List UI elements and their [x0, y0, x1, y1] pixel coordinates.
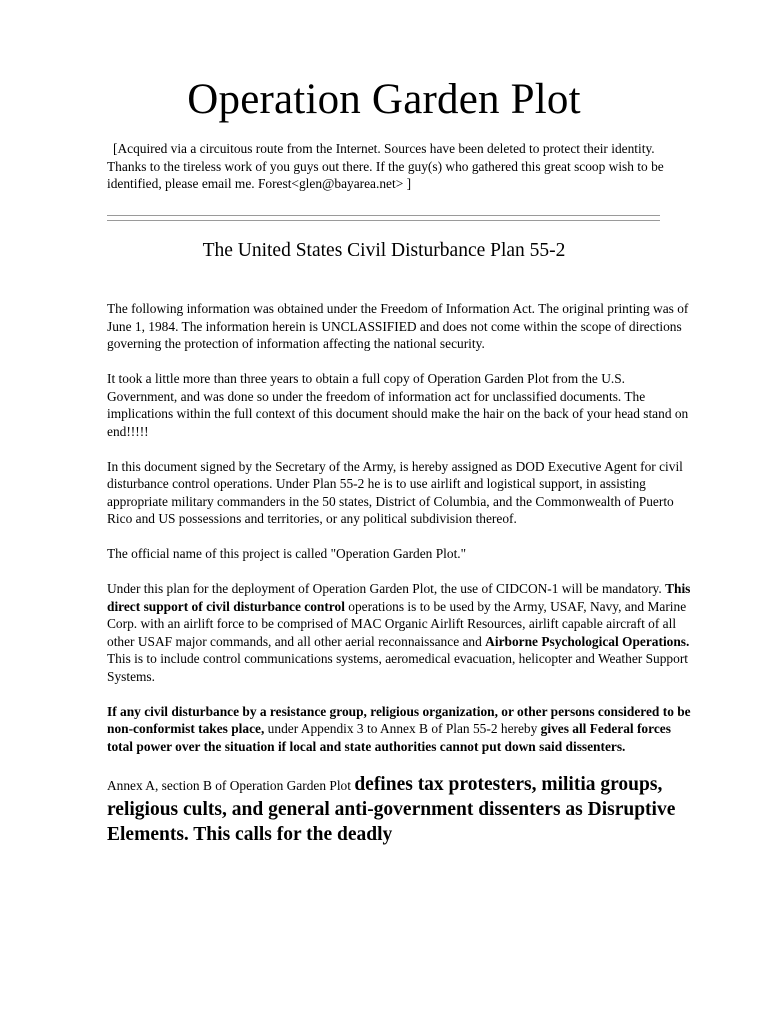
- paragraph-4: The official name of this project is called "Operation Garden Plot.": [107, 546, 467, 561]
- paragraph-5-bold-b: This direct support of civil disturbance control: [107, 581, 691, 614]
- paragraph-3: In this document signed by the Secretary of the Army, is hereby assigned as DOD Executive Agent for civil disturbance control operations. Under Plan 55-2 he is to use airlift and logistical support, in assisting appropriate military commanders in the 50 states, District of Columbia, and the Commonwealth of Puerto Rico and US possessions and territories, or any political subdivision thereof.: [107, 458, 683, 526]
- paragraph-5-text-e: This is to include control communications systems, aeromedical evacuation, helicopter and Weather Support Systems.: [107, 651, 689, 684]
- document-subtitle: The United States Civil Disturbance Plan 55-2: [202, 240, 566, 261]
- paragraph-5: [107, 580, 692, 685]
- document-body: [107, 300, 692, 865]
- paragraph-6: [107, 703, 692, 756]
- document-title: Operation Garden Plot: [187, 76, 581, 123]
- intro-note: [Acquired via a circuitous route from the Internet. Sources have been deleted to protect their identity. Thanks to the tireless work of you guys out there. If the guy(s) who gathered this great scoop wish to be identified, please email me. Forest<glen@bayarea.net> ]: [107, 141, 664, 191]
- paragraph-1: The following information was obtained under the Freedom of Information Act. The original printing was of June 1, 1984. The information herein is UNCLASSIFIED and does not come within the scope of directions governing the protection of information affecting the national security.: [107, 301, 689, 351]
- horizontal-rule: [107, 215, 660, 221]
- paragraph-5-text-c: operations is to be used by the Army, USAF, Navy, and Marine Corp. with an airlift force to be comprised of MAC Organic Airlift Resources, airlift capable aircraft of all other USAF major commands, and all other aerial reconnaissance and: [107, 598, 687, 649]
- paragraph-7: [107, 773, 692, 848]
- paragraph-5-text-a: Under this plan for the deployment of Operation Garden Plot, the use of CIDCON-1 will be mandatory.: [107, 581, 666, 596]
- paragraph-7-text-a: Annex A, section B of Operation Garden Plot: [107, 777, 355, 793]
- paragraph-6-bold-a: If any civil disturbance by a resistance group, religious organization, or other persons considered to be non-conformist takes place,: [107, 703, 691, 736]
- paragraph-2: It took a little more than three years to obtain a full copy of Operation Garden Plot from the U.S. Government, and was done so under the freedom of information act for unclassified documents. The implications within the full context of this document should make the hair on the back of your head stand on end!!!!!: [107, 371, 689, 439]
- paragraph-6-text-b: under Appendix 3 to Annex B of Plan 55-2 hereby: [264, 721, 541, 736]
- paragraph-5-bold-d: Airborne Psychological Operations.: [485, 633, 690, 649]
- paragraph-7-large-bold: defines tax protesters, militia groups, religious cults, and general anti-government dissenters as Disruptive Elements. This calls for the deadly: [107, 773, 676, 845]
- paragraph-6-bold-c: gives all Federal forces total power over the situation if local and state authorities cannot put down said dissenters.: [107, 721, 671, 754]
